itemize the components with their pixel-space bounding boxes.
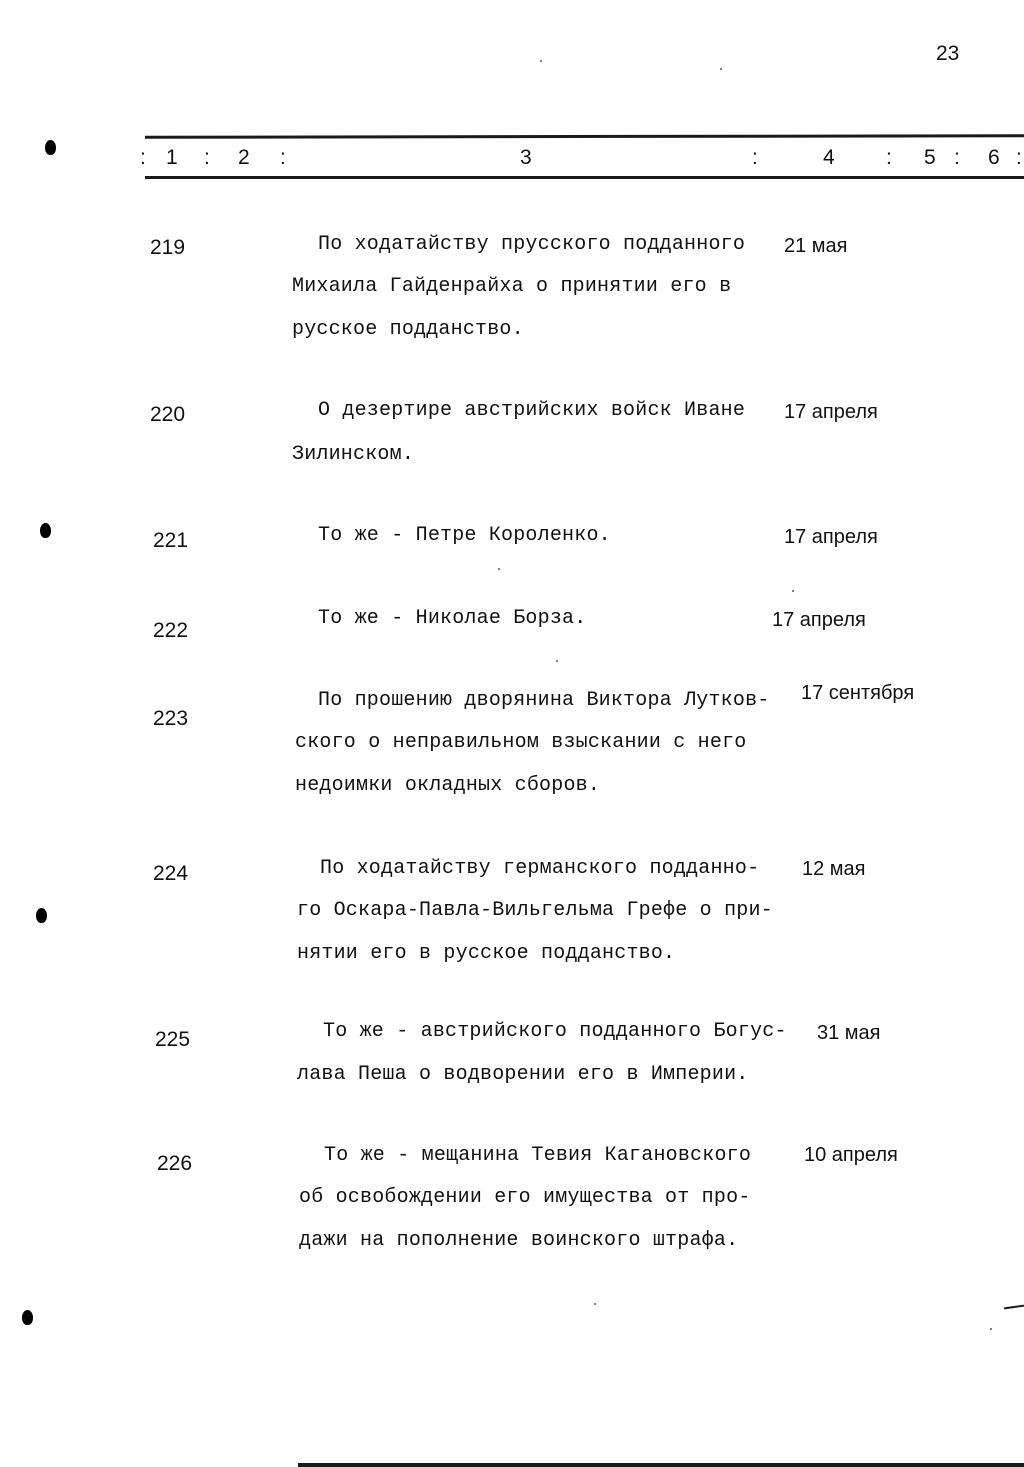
col-separator: : (280, 146, 286, 169)
col-separator: : (752, 146, 758, 169)
entry-text-line: Михаила Гайденрайха о принятии его в (292, 275, 732, 298)
column-header-6: 6 (988, 146, 1000, 169)
col-separator: : (886, 146, 892, 169)
entry-text-line: дажи на пополнение воинского штрафа. (299, 1229, 739, 1252)
entry-text-line: По ходатайству прусского подданного (318, 233, 746, 256)
footer-rule (298, 1463, 1024, 1467)
scan-speck (540, 60, 542, 62)
col-separator: : (954, 146, 960, 169)
entry-number: 222 (153, 619, 189, 642)
binder-hole-icon (22, 1310, 33, 1325)
entry-number: 224 (153, 862, 189, 885)
entry-date: 12 мая (802, 858, 866, 880)
margin-mark (1004, 1305, 1024, 1310)
scan-speck (792, 590, 794, 592)
page-number: 23 (936, 42, 960, 65)
header-bottom-rule (145, 176, 1024, 179)
entry-text-line: нятии его в русское подданство. (297, 942, 676, 965)
entry-text-line: об освобождении его имущества от про- (299, 1186, 751, 1209)
entry-number: 219 (150, 236, 186, 259)
binder-hole-icon (45, 140, 56, 155)
entry-text-line: По прошению дворянина Виктора Лутков- (318, 689, 770, 712)
entry-text-line: То же - Петре Короленко. (318, 524, 611, 547)
col-separator: : (140, 146, 146, 169)
entry-number: 223 (153, 707, 189, 730)
column-header-2: 2 (238, 146, 250, 169)
entry-text-line: То же - австрийского подданного Богус- (323, 1020, 787, 1043)
entry-text-line: лава Пеша о водворении его в Империи. (297, 1063, 749, 1086)
header-top-rule (145, 134, 1024, 139)
entry-text-line: По ходатайству германского подданно- (320, 857, 760, 880)
col-separator: : (204, 146, 210, 169)
entry-text-line: То же - мещанина Тевия Кагановского (324, 1144, 752, 1167)
column-header-1: 1 (166, 146, 178, 169)
binder-hole-icon (36, 908, 47, 923)
column-header-5: 5 (924, 146, 936, 169)
entry-text-line: ского о неправильном взыскании с него (295, 731, 747, 754)
entry-text-line: русское подданство. (292, 318, 524, 341)
entry-number: 226 (157, 1152, 193, 1175)
scan-speck (720, 68, 722, 70)
scan-speck (594, 1303, 596, 1305)
scan-speck (556, 660, 558, 662)
entry-date: 17 апреля (784, 401, 878, 423)
entry-date: 10 апреля (804, 1144, 898, 1166)
entry-date: 31 мая (817, 1022, 881, 1044)
entry-text-line: Зилинском. (292, 443, 415, 466)
scan-speck (990, 1328, 992, 1330)
column-header-4: 4 (823, 146, 835, 169)
entry-text-line: То же - Николае Борза. (318, 607, 587, 630)
binder-hole-icon (40, 523, 51, 538)
entry-text-line: недоимки окладных сборов. (295, 774, 601, 797)
entry-number: 221 (153, 529, 189, 552)
column-header-row (140, 146, 1024, 176)
entry-date: 21 мая (784, 235, 848, 257)
entry-text-line: го Оскара-Павла-Вильгельма Грефе о при- (297, 899, 773, 922)
entry-date: 17 апреля (772, 609, 866, 631)
entry-date: 17 сентября (801, 682, 915, 704)
entry-text-line: О дезертире австрийских войск Иване (318, 399, 746, 422)
scan-speck (498, 568, 500, 570)
entry-number: 220 (150, 403, 186, 426)
entry-number: 225 (155, 1028, 191, 1051)
entry-date: 17 апреля (784, 526, 878, 548)
col-separator: : (1016, 146, 1022, 169)
column-header-3: 3 (520, 146, 532, 169)
